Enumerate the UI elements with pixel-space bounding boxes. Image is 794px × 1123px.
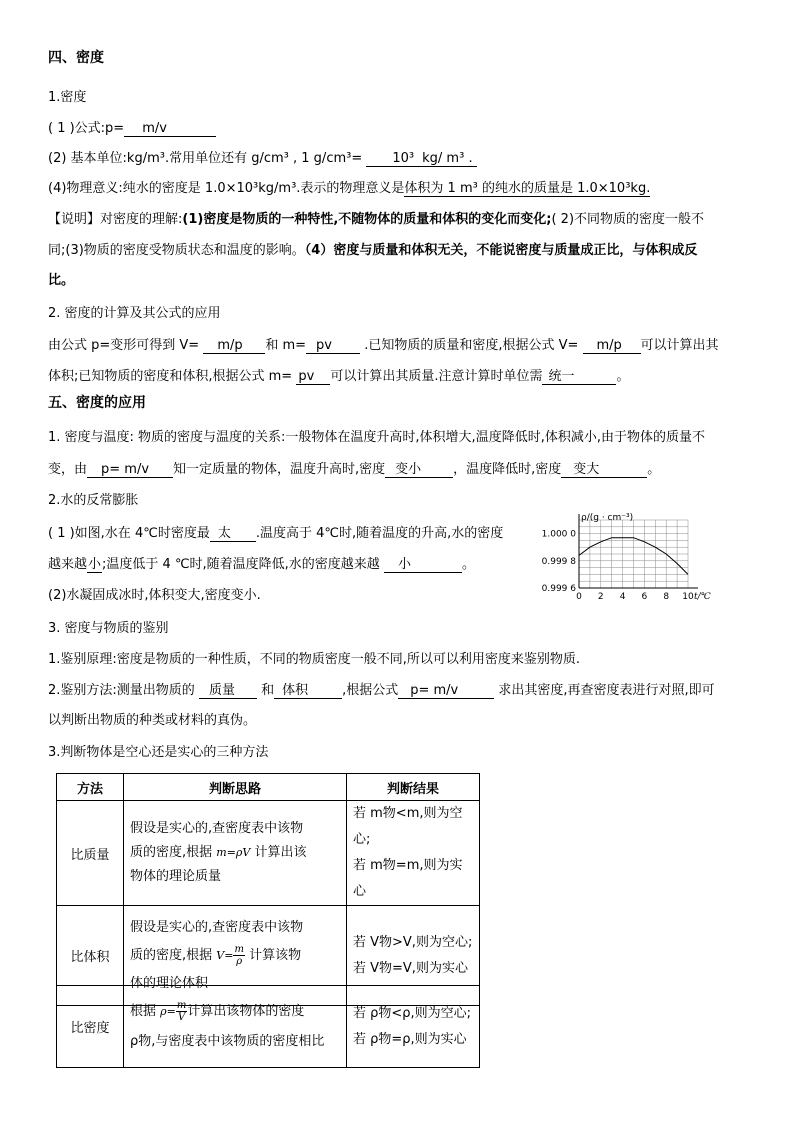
note-bold-2: （4）密度与质量和体积无关，不能说密度与质量成正比，与体积成反: [304, 243, 698, 258]
water-density-chart: [533, 512, 713, 604]
calc2-answer-unit: 统一: [542, 370, 616, 385]
note-text-2: 同;(3)物质的密度受物质状态和温度的影响。: [48, 243, 305, 258]
identify-text-b: 和: [261, 683, 275, 698]
hollow-heading: 3.判断物体是空心还是实心的三种方法: [48, 745, 269, 760]
temp-line-2: [48, 462, 660, 478]
result-mass-1: 若 m物<m,则为空心;: [353, 806, 463, 847]
identify-text-a: 2.鉴别方法:测量出物质的: [48, 683, 195, 698]
water-line-2: [48, 557, 475, 573]
identify-line-3: 以判断出物质的种类或材料的真伪。: [48, 713, 257, 728]
unit-suffix: kg/ m³ .: [418, 152, 476, 167]
idea-density: [124, 986, 347, 1068]
x-tick-label: 6: [641, 592, 648, 602]
note-bold-1: (1)密度是物质的一种特性,不随物体的质量和体积的变化而变化;: [182, 212, 552, 227]
idea-volume-2a: 质的密度,根据: [130, 947, 213, 963]
identify-line-2: [48, 683, 715, 699]
table-header-row: [57, 774, 480, 801]
hollow-table: [56, 773, 480, 1006]
table-row: [57, 986, 480, 1068]
water-line-1: [48, 526, 503, 542]
water-answer-small: 小: [88, 557, 102, 572]
formula-line: [48, 121, 216, 137]
formula-volume-lhs: V=: [216, 948, 234, 962]
calc-line-2: [48, 369, 630, 385]
temp-text-d: 。: [647, 462, 661, 477]
frac-num: m: [176, 999, 187, 1011]
chart-grid: [579, 520, 688, 588]
y-tick-label: 1.000 0: [541, 529, 576, 540]
idea-density-1b: 计算出该物体的密度: [187, 1003, 305, 1019]
temp-answer-down: 变大: [561, 463, 647, 478]
water-text-c: 越来越: [48, 557, 88, 572]
water-answer-max: 太: [210, 527, 256, 542]
formula-density-lhs: ρ=: [160, 1004, 176, 1018]
calc2-text-a: 体积;已知物质的密度和体积,根据公式 m=: [48, 369, 293, 384]
calc-answer-m: pv: [306, 339, 360, 354]
calc2-text-b: 可以计算出其质量.注意计算时单位需: [330, 369, 543, 384]
x-tick-label: 8: [663, 592, 670, 602]
identify-text-d: 求出其密度,再查密度表进行对照,即可: [498, 683, 715, 698]
water-line-3: (2)水凝固成冰时,体积变大,密度变小.: [48, 588, 261, 603]
calc-answer-v: m/p: [203, 339, 265, 354]
calc-text-a: 由公式 p=变形可得到 V=: [48, 338, 200, 353]
calc2-answer-m: pv: [296, 370, 330, 385]
idea-mass: [124, 801, 347, 906]
unit-answer: 10³: [366, 152, 418, 167]
chart-x-label: t/℃: [694, 592, 711, 602]
note-line-2: [48, 243, 697, 259]
identify-line-1: 1.鉴别原理:密度是物质的一种性质，不同的物质密度一般不同,所以可以利用密度来鉴别物质.: [48, 652, 581, 667]
meaning-answer: 体积为 1 m³ 的纯水的质量是 1.0×10³kg.: [404, 181, 651, 196]
note-line-1: [48, 212, 704, 228]
frac-den: V: [177, 1011, 186, 1023]
note-line-3: 比。: [48, 273, 75, 288]
identify-heading: 3. 密度与物质的鉴别: [48, 621, 169, 636]
unit-line: [48, 151, 477, 167]
water-text-d: ;温度低于 4 ℃时,随着温度降低,水的密度越来越: [102, 557, 380, 572]
section-5-title: 五、密度的应用: [48, 395, 146, 411]
meaning-label: (4)物理意义:纯水的密度是 1.0×10³kg/m³.表示的物理意义是: [48, 181, 405, 196]
temp-text-c: ，温度降低时,密度: [453, 462, 562, 477]
temp-line-1: 1. 密度与温度: 物质的密度与温度的关系:一般物体在温度升高时,体积增大,温度降低时,体积减小,由于物体的质量不: [48, 430, 705, 445]
idea-density-1: [130, 997, 340, 1027]
calc2-text-c: 。: [616, 369, 630, 384]
y-tick-label: 0.999 6: [541, 584, 576, 594]
result-density: [347, 986, 480, 1068]
identify-answer-formula: p= m/v: [398, 684, 494, 699]
chart-y-label: ρ/(g · cm⁻³): [581, 513, 634, 523]
result-volume-1: 若 V物>V,则为空心;: [353, 934, 473, 950]
method-mass: 比质量: [57, 801, 124, 906]
calc-heading: 2. 密度的计算及其公式的应用: [48, 306, 221, 321]
y-tick-label: 0.999 8: [541, 556, 576, 567]
calc-text-c: .已知物质的质量和密度,根据公式 V=: [364, 338, 579, 353]
idea-mass-2b: 计算出该: [254, 845, 307, 860]
identify-answer-mass: 质量: [199, 684, 257, 699]
header-result: 判断结果: [347, 774, 480, 801]
unit-label: (2) 基本单位:kg/m³.常用单位还有 g/cm³ , 1 g/cm³=: [48, 151, 363, 166]
x-tick-label: 2: [597, 592, 604, 602]
result-volume-2: 若 V物=V,则为实心: [353, 960, 468, 976]
method-volume: 比体积: [57, 906, 124, 1006]
water-text-a: ( 1 )如图,水在 4℃时密度最: [48, 526, 210, 541]
idea-mass-1: 假设是实心的,查密度表中该物: [130, 821, 304, 836]
idea-volume-2: [130, 942, 340, 970]
density-heading: 1.密度: [48, 90, 87, 105]
frac-den: ρ: [236, 955, 243, 967]
formula-mass: m=ρV: [216, 846, 251, 859]
note-label: 【说明】对密度的理解:: [48, 212, 183, 227]
identify-answer-volume: 体积: [274, 684, 342, 699]
section-4-title: 四、密度: [48, 50, 104, 66]
calc-text-b: 和 m=: [265, 338, 307, 353]
x-tick-label: 0: [576, 592, 582, 602]
idea-mass-3: 物体的理论质量: [130, 869, 222, 884]
water-text-e: 。: [461, 557, 475, 572]
formula-answer: m/v: [124, 122, 216, 137]
idea-volume-1: 假设是实心的,查密度表中该物: [130, 919, 304, 935]
table-row: [57, 801, 480, 906]
water-heading: 2.水的反常膨胀: [48, 493, 139, 508]
temp-text-a: 变，由: [48, 462, 88, 477]
result-mass: [347, 801, 480, 906]
note-tail-1: ( 2)不同物质的密度一般不: [551, 212, 705, 227]
chart-axes: [579, 514, 698, 588]
idea-density-2: ρ物,与密度表中该物质的密度相比: [130, 1033, 325, 1049]
identify-text-c: ,根据公式: [342, 683, 399, 698]
meaning-line: [48, 181, 650, 197]
temp-answer-formula: p= m/v: [87, 463, 173, 478]
temp-answer-up: 变小: [385, 463, 453, 478]
calc-line-1: [48, 338, 719, 354]
water-answer-small-2: 小: [384, 558, 462, 573]
formula-label: ( 1 )公式:p=: [48, 121, 125, 136]
x-tick-label: 10: [682, 592, 694, 602]
x-tick-label: 4: [619, 592, 626, 602]
result-density-2: 若 ρ物=ρ,则为实心: [353, 1031, 467, 1047]
idea-density-1a: 根据: [130, 1003, 157, 1019]
idea-volume-2b: 计算该物: [249, 947, 302, 963]
frac-num: m: [234, 943, 244, 955]
density-table: [56, 985, 480, 1068]
header-method: 方法: [57, 774, 124, 801]
result-density-1: 若 ρ物<ρ,则为空心;: [353, 1005, 472, 1021]
calc-text-d: 可以计算出其: [640, 338, 719, 353]
result-mass-2: 若 m物=m,则为实心: [353, 858, 463, 899]
method-density: 比密度: [57, 986, 124, 1068]
idea-mass-2a: 质的密度,根据: [130, 845, 213, 860]
temp-text-b: 知一定质量的物体，温度升高时,密度: [173, 462, 386, 477]
formula-volume-frac: [233, 944, 244, 967]
calc-answer-v2: m/p: [583, 339, 641, 354]
idea-mass-2: [130, 841, 340, 865]
idea-volume-3: 体的理论体积: [130, 975, 209, 991]
header-idea: 判断思路: [124, 774, 347, 801]
formula-density-frac: [176, 1000, 187, 1023]
water-text-b: .温度高于 4℃时,随着温度的升高,水的密度: [255, 526, 504, 541]
